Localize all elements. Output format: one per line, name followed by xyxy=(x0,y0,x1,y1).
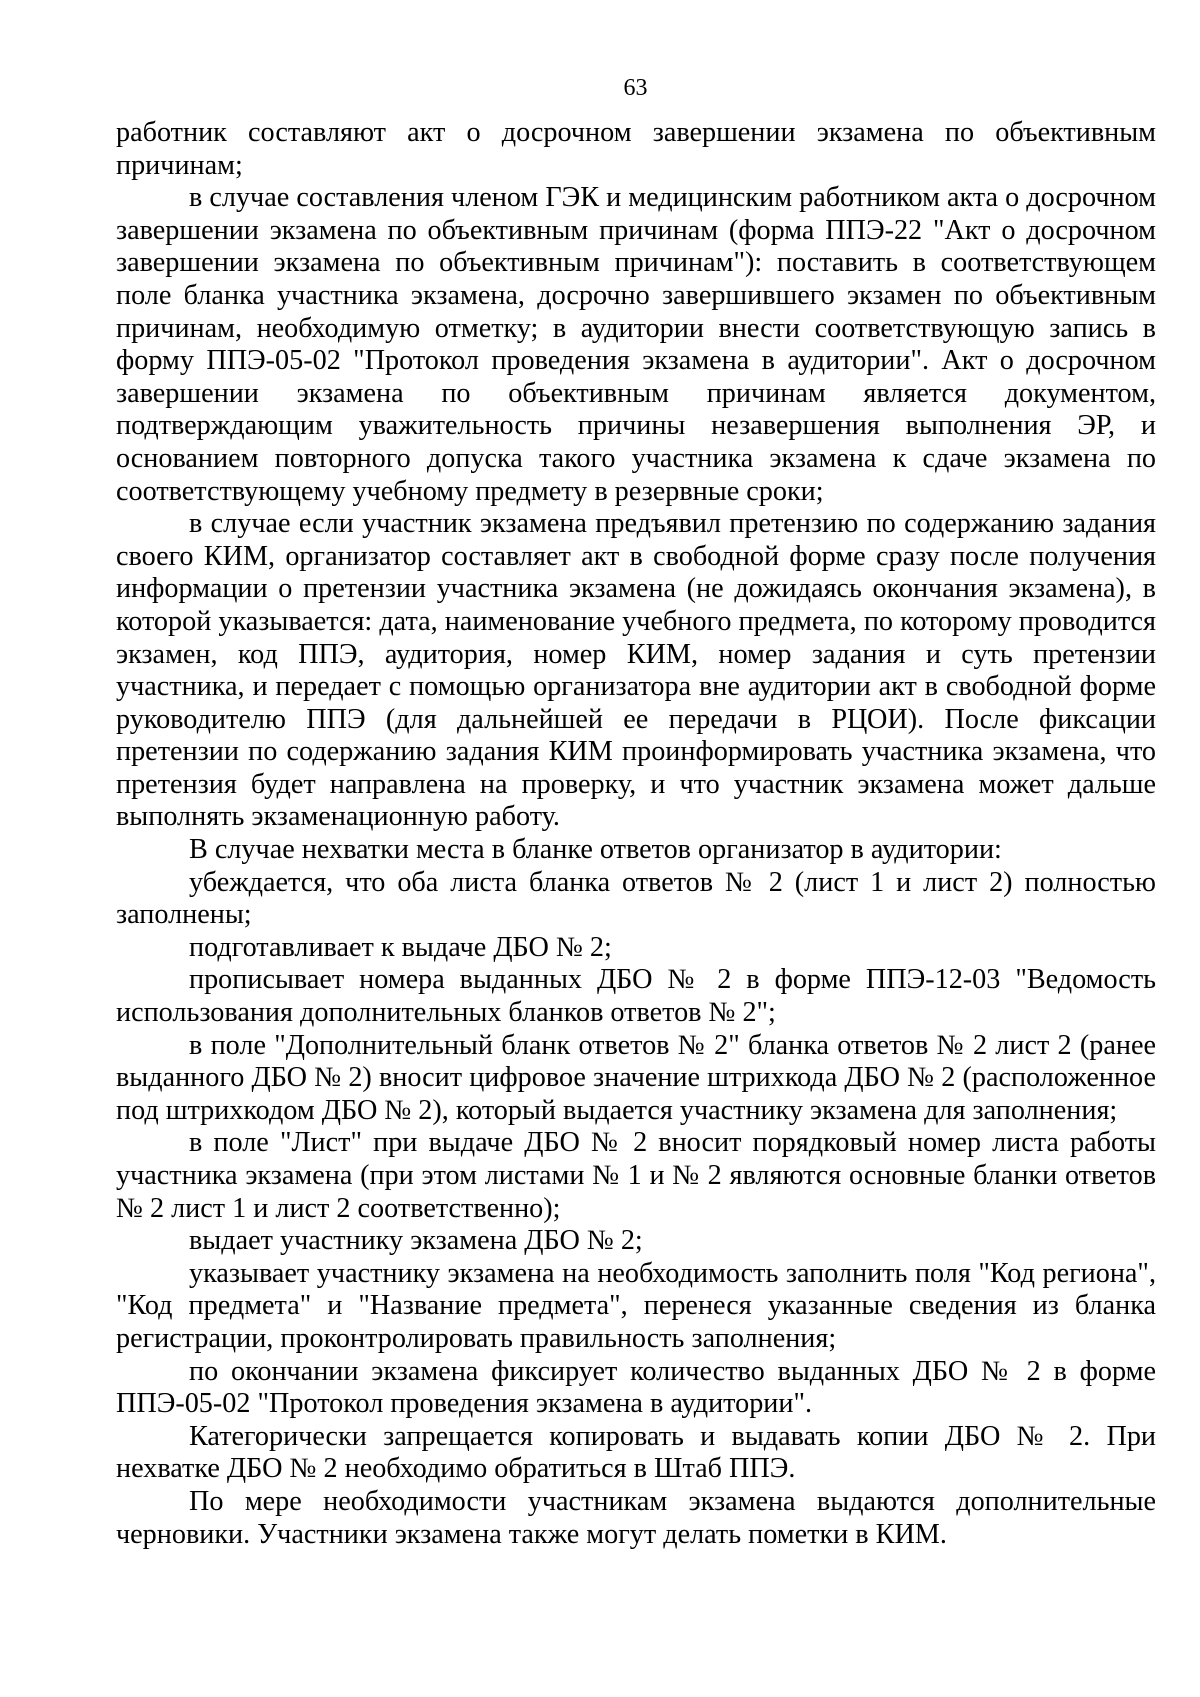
paragraph-10: выдает участнику экзамена ДБО № 2; xyxy=(189,1225,643,1257)
paragraph-8: в поле "Дополнительный бланк ответов № 2" бланка ответов № 2 лист 2 (ранее выданного ДБО № 2) вносит цифровое значение штрихкода ДБО № 2 (расположенное под штрихкодом ДБО № 2), который выдается участнику экзамена для заполнения; xyxy=(116,1029,1156,1126)
paragraph-2: в случае составления членом ГЭК и медицинским работником акта о досрочном завершении экзамена по объективным причинам (форма ППЭ-22 "Акт о досрочном завершении экзамена по объективным причинам"): поставить в соответствующем поле бланка участника экзамена, досрочно завершившего экзамен по объективным причинам, необходимую отметку; в аудитории внести соответствующую запись в форму ППЭ-05-02 "Протокол проведения экзамена в аудитории". Акт о досрочном завершении экзамена по объективным причинам является документом, подтверждающим уважительность причины незавершения выполнения ЭР, и основанием повторного допуска такого участника экзамена к сдаче экзамена по соответствующему учебному предмету в резервные сроки; xyxy=(116,182,1156,507)
page-number: 63 xyxy=(623,75,648,101)
paragraph-9: в поле "Лист" при выдаче ДБО № 2 вносит порядковый номер листа работы участника экзамена (при этом листами № 1 и № 2 являются основные бланки ответов № 2 лист 1 и лист 2 соответственно); xyxy=(116,1127,1156,1224)
paragraph-11: указывает участнику экзамена на необходимость заполнить поля "Код региона", "Код предмета" и "Название предмета", перенеся указанные сведения из бланка регистрации, проконтролировать правильность заполнения; xyxy=(116,1257,1156,1354)
paragraph-3: в случае если участник экзамена предъявил претензию по содержанию задания своего КИМ, организатор составляет акт в свободной форме сразу после получения информации о претензии участника экзамена (не дожидаясь окончания экзамена), в которой указывается: дата, наименование учебного предмета, по которому проводится экзамен, код ППЭ, аудитория, номер КИМ, номер задания и суть претензии участника, и передает с помощью организатора вне аудитории акт в свободной форме руководителю ППЭ (для дальнейшей ее передачи в РЦОИ). После фиксации претензии по содержанию задания КИМ проинформировать участника экзамена, что претензия будет направлена на проверку, и что участник экзамена может дальше выполнять экзаменационную работу. xyxy=(116,508,1156,833)
paragraph-5: убеждается, что оба листа бланка ответов № 2 (лист 1 и лист 2) полностью заполнены; xyxy=(116,866,1156,931)
paragraph-12: по окончании экзамена фиксирует количество выданных ДБО № 2 в форме ППЭ-05-02 "Протокол проведения экзамена в аудитории". xyxy=(116,1355,1156,1420)
paragraph-14: По мере необходимости участникам экзамена выдаются дополнительные черновики. Участники экзамена также могут делать пометки в КИМ. xyxy=(116,1485,1156,1550)
paragraph-13: Категорически запрещается копировать и выдавать копии ДБО № 2. При нехватке ДБО № 2 необходимо обратиться в Штаб ППЭ. xyxy=(116,1420,1156,1485)
paragraph-4: В случае нехватки места в бланке ответов организатор в аудитории: xyxy=(189,834,1002,866)
paragraph-6: подготавливает к выдаче ДБО № 2; xyxy=(189,931,612,963)
paragraph-7: прописывает номера выданных ДБО № 2 в форме ППЭ-12-03 "Ведомость использования дополнительных бланков ответов № 2"; xyxy=(116,964,1156,1029)
paragraph-1: работник составляют акт о досрочном завершении экзамена по объективным причинам; xyxy=(116,117,1156,181)
body-text xyxy=(116,117,1156,1551)
